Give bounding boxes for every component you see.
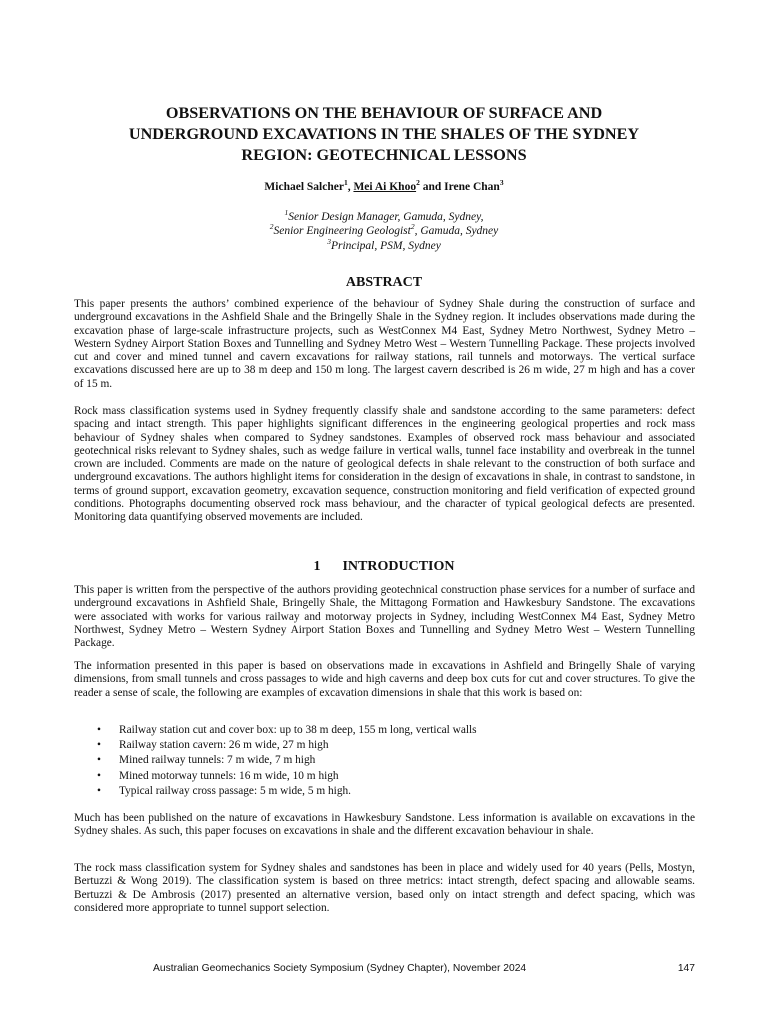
author-separator: ,: [347, 181, 354, 193]
list-item-text: Railway station cavern: 26 m wide, 27 m high: [119, 739, 329, 752]
list-item: [74, 769, 695, 784]
paper-title: [70, 103, 698, 166]
intro-paragraph-2: The information presented in this paper is based on observations made in excavations in Ashfield and Bringelly Shale of varying dimensions, from small tunnels and cross passages to wide and high caverns and deep box cuts for cut and cover structures. To give the reader a sense of scale, the following are examples of excavation dimensions in shale that this work is based on:: [74, 660, 695, 699]
affiliations: [70, 210, 698, 253]
list-item: [74, 753, 695, 768]
list-item: [74, 738, 695, 753]
abstract-paragraph-1: This paper presents the authors’ combined experience of the behaviour of Sydney Shale during the construction of surface and underground excavations in the Ashfield Shale and the Bringelly Shale in the Sydney region. It includes observations made during the excavation phase of large-scale infrastructure projects, such as WestConnex M4 East, Sydney Metro Northwest, Sydney Metro – Western Sydney Airport Station Boxes and Tunnelling and Sydney Metro West – Western Tunnelling Package. These projects involved cut and cover and mined tunnel and cavern excavations for railway stations, rail tunnels and motorways. The vertical surface excavations discussed here are up to 38 m deep and 150 m long. The largest cavern described is 26 m wide, 27 m high and has a cover of 15 m.: [74, 298, 695, 390]
list-item: [74, 723, 695, 738]
affiliation-text: Senior Design Manager, Gamuda, Sydney,: [288, 211, 484, 223]
section-number: 1: [313, 559, 321, 574]
affiliation-marker: 3: [327, 236, 331, 246]
affiliation-text: , Gamuda, Sydney: [414, 225, 499, 238]
author-name: Irene Chan: [444, 181, 500, 193]
affiliation-1: [70, 210, 698, 224]
presenting-author-name: Mei Ai Khoo: [353, 181, 417, 193]
title-line-2: UNDERGROUND EXCAVATIONS IN THE SHALES OF THE SYDNEY: [128, 125, 640, 143]
affiliation-text: Senior Engineering Geologist: [273, 225, 411, 238]
author-name: Michael Salcher: [264, 181, 344, 193]
list-item: [74, 784, 695, 799]
intro-paragraph-3: Much has been published on the nature of excavations in Hawkesbury Sandstone. Less information is available on excavations in the Sydney shales. As such, this paper focuses on excavations in shale and the different excavation behaviour in shale.: [74, 812, 695, 838]
page-number: 147: [677, 963, 695, 974]
intro-paragraph-1: This paper is written from the perspective of the authors providing geotechnical construction phase services for a number of surface and underground excavations in Ashfield Shale, Bringelly Shale, the Mittagong Formation and Hawkesbury Sandstone. The excavations were associated with works for various railway and motorway projects in Sydney, including WestConnex M4 East, Sydney Metro Northwest, Sydney Metro – Western Sydney Airport Station Boxes and Tunnelling and Sydney Metro West – Western Tunnelling Package.: [74, 584, 695, 650]
title-line-3: REGION: GEOTECHNICAL LESSONS: [241, 146, 527, 164]
abstract-heading: ABSTRACT: [345, 275, 423, 290]
list-item-text: Typical railway cross passage: 5 m wide, 5 m high.: [119, 784, 352, 797]
list-item-text: Railway station cut and cover box: up to 38 m deep, 155 m long, vertical walls: [119, 724, 477, 736]
author-affiliation-marker: 1: [343, 178, 348, 188]
section-heading-introduction: [70, 559, 698, 575]
list-item-text: Mined railway tunnels: 7 m wide, 7 m high: [119, 754, 316, 767]
bullet-icon: •: [97, 784, 101, 797]
footer-text: Australian Geomechanics Society Symposium (Sydney Chapter), November 2024: [153, 963, 527, 974]
bullet-icon: •: [97, 739, 101, 752]
author-affiliation-marker: 2: [416, 178, 420, 188]
author-separator: and: [419, 181, 445, 193]
affiliation-2: [70, 224, 698, 238]
abstract-paragraph-2: Rock mass classification systems used in Sydney frequently classify shale and sandstone according to the same parameters: defect spacing and intact strength. This paper highlights significant differences in the engineering geological properties and rock mass behaviour of Sydney shales when compared to Sydney sandstones. Examples of observed rock mass behaviour and associated geotechnical risks relevant to Sydney shales, such as wedge failure in vertical walls, tunnel face instability and overbreak in the tunnel crown are included. Comments are made on the nature of geological defects in shale relevant to the construction of both surface and underground excavations. The authors highlight items for consideration in the design of excavations in shale, in contrast to sandstone, in terms of ground support, excavation geometry, excavation sequence, construction monitoring and field verification of expected ground conditions. Photographs documenting observed rock mass behaviour, and the character of typical geological defects are presented. Monitoring data quantifying observed movements are included.: [74, 405, 695, 524]
affiliation-marker: 2: [410, 222, 415, 232]
affiliation-3: [70, 236, 698, 253]
list-item-text: Mined motorway tunnels: 16 m wide, 10 m high: [119, 769, 339, 782]
bullet-icon: •: [97, 769, 101, 782]
intro-paragraph-4: The rock mass classification system for Sydney shales and sandstones has been in place and widely used for 40 years (Pells, Mostyn, Bertuzzi & Wong 2019). The classification system is based on three metrics: intact strength, defect spacing and allowable seams. Bertuzzi & De Ambrosis (2017) presented an alternative version, based only on intact strength and defect spacing, which was considered more appropriate to tunnel support selection.: [74, 862, 695, 914]
affiliation-marker: 1: [284, 208, 289, 218]
author-list: [70, 180, 698, 194]
title-line-1: OBSERVATIONS ON THE BEHAVIOUR OF SURFACE AND: [165, 104, 603, 122]
bullet-icon: •: [97, 724, 101, 736]
bullet-icon: •: [97, 754, 101, 767]
author-affiliation-marker: 3: [499, 178, 504, 188]
section-title: INTRODUCTION: [342, 559, 455, 574]
excavation-dimensions-list: [74, 723, 695, 799]
affiliation-text: Principal, PSM, Sydney: [330, 239, 441, 252]
affiliation-marker: 2: [269, 222, 274, 232]
